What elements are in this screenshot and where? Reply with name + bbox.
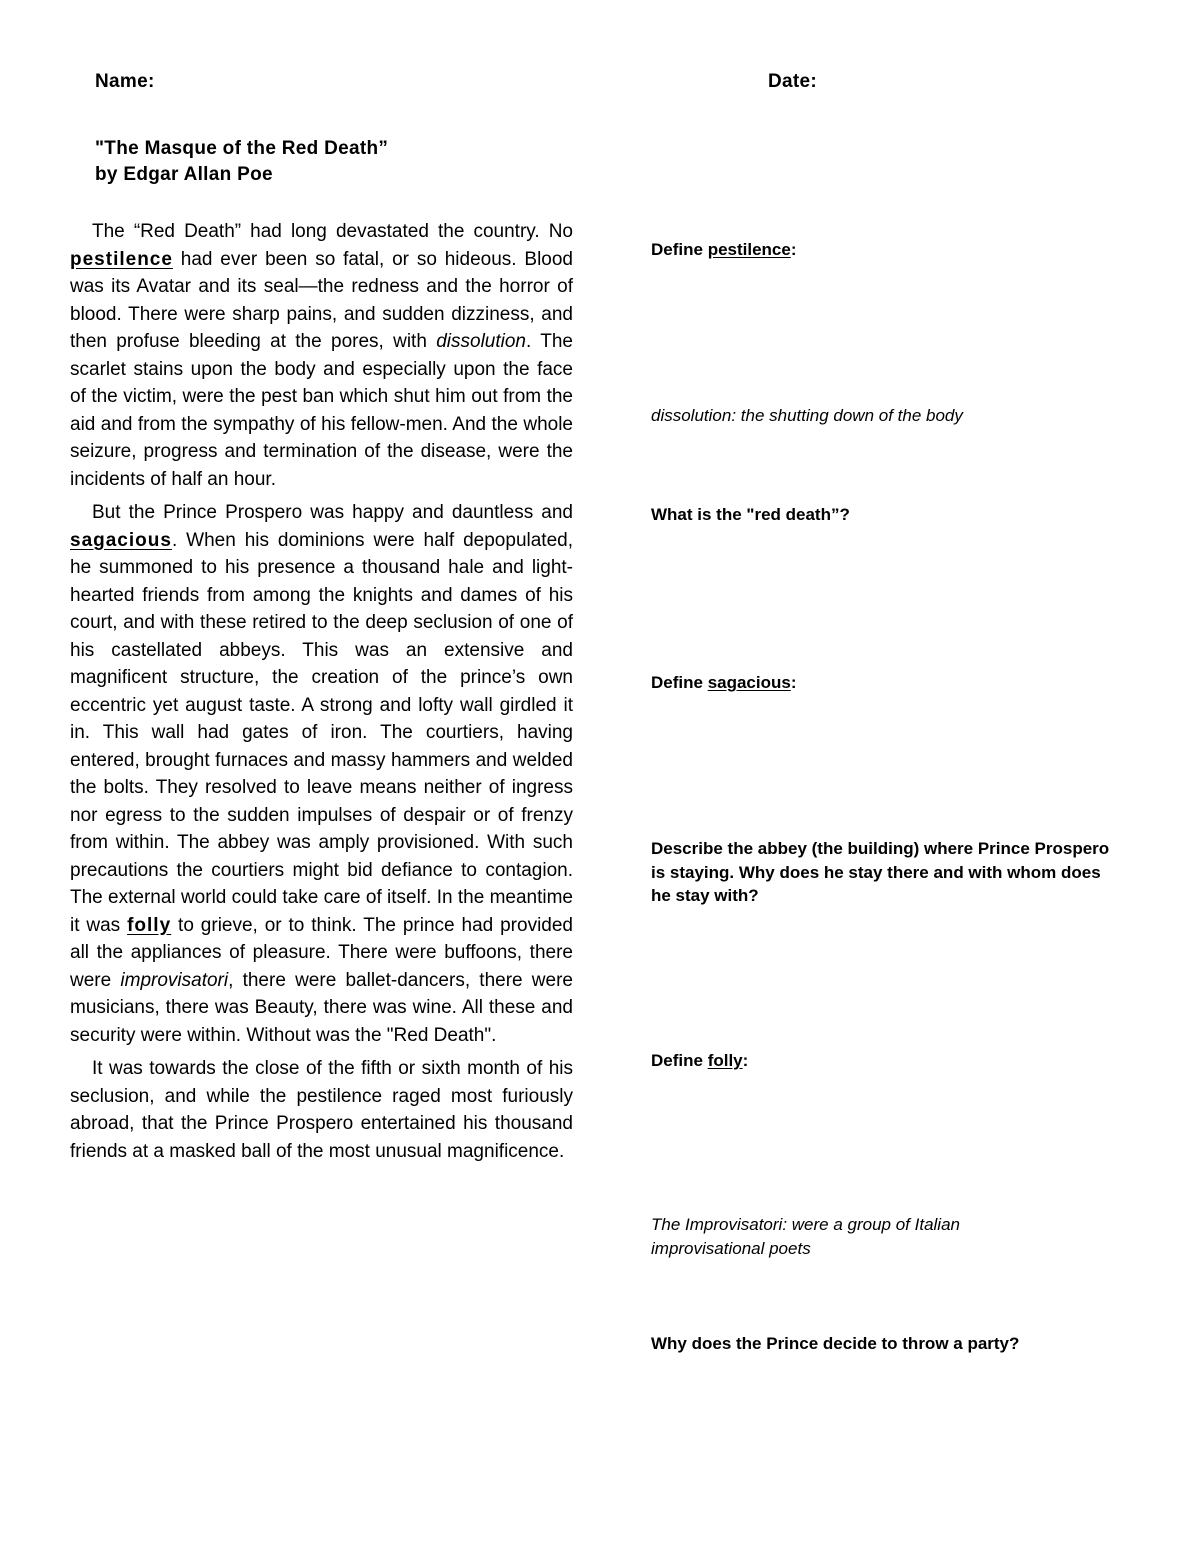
paragraph-1 xyxy=(70,218,573,493)
paragraph-1-text-2: had ever been so fatal, or so hideous. Blood was its Avatar and its seal—the redness and the horror of blood. There were sharp pains, and sudden dizziness, and then profuse bleeding at the pores, with xyxy=(70,248,573,352)
reading-passage xyxy=(70,218,573,1171)
vocab-word-pestilence: pestilence xyxy=(70,248,173,270)
paragraph-3 xyxy=(70,1055,573,1165)
document-title xyxy=(95,136,388,188)
paragraph-2-text-1: But the Prince Prospero was happy and dauntless and xyxy=(92,502,573,523)
question-word-pestilence: pestilence xyxy=(707,240,791,259)
term-improvisatori: improvisatori xyxy=(120,969,229,991)
date-label: Date: xyxy=(768,71,818,92)
paragraph-1-text-1: The “Red Death” had long devastated the country. No xyxy=(92,221,573,242)
question-define-folly: Define folly: xyxy=(651,1051,749,1070)
name-label: Name: xyxy=(95,71,155,92)
note-dissolution: dissolution: the shutting down of the body xyxy=(651,406,963,425)
paragraph-2-text-2: . When his dominions were half depopulated, he summoned to his presence a thousand hale and light-hearted friends from among the knights and dames of his court, and with these retired to the deep seclusion of one of his castellated abbeys. This was an extensive and magnificent structure, the creation of the prince’s own eccentric yet august taste. A strong and lofty wall girdled it in. This wall had gates of iron. The courtiers, having entered, brought furnaces and massy hammers and welded the bolts. They resolved to leave means neither of ingress nor egress to the sudden impulses of despair or of frenzy from within. The abbey was amply provisioned. With such precautions the courtiers might bid defiance to contagion. The external world could take care of itself. In the meantime it was xyxy=(70,529,573,936)
paragraph-2-text-3: to grieve, or to think. The prince had provided all the appliances of pleasure. There were buffoons, there were xyxy=(70,914,573,991)
paragraph-2 xyxy=(70,499,573,1049)
term-dissolution: dissolution xyxy=(436,331,526,352)
vocab-word-folly: folly xyxy=(127,914,172,936)
paragraph-1-text-3: . The scarlet stains upon the body and especially upon the face of the victim, were the pest ban which shut him out from the aid and from the sympathy of his fellow-men. And the whole seizure, progress and termination of the disease, were the incidents of half an hour. xyxy=(70,331,573,490)
question-define-pestilence: Define pestilence: xyxy=(651,240,797,259)
story-title: "The Masque of the Red Death” xyxy=(95,138,389,159)
question-why-party: Why does the Prince decide to throw a party? xyxy=(651,1334,1020,1353)
paragraph-2-text-4: , there were ballet-dancers, there were musicians, there was Beauty, there was wine. All these and security were within. Without was the "Red Death". xyxy=(70,969,573,1046)
story-author: by Edgar Allan Poe xyxy=(95,164,273,185)
question-red-death: What is the "red death”? xyxy=(651,505,850,524)
question-word-folly: folly xyxy=(707,1051,743,1070)
vocab-word-sagacious: sagacious xyxy=(70,529,172,551)
question-describe-abbey: Describe the abbey (the building) where Prince Prospero is staying. Why does he stay there and with whom does he stay with? xyxy=(651,839,1110,905)
paragraph-3-text-1: It was towards the close of the fifth or sixth month of his seclusion, and while the pestilence raged most furiously abroad, that the Prince Prospero entertained his thousand friends at a masked ball of the most unusual magnificence. xyxy=(70,1058,573,1162)
note-improvisatori: The Improvisatori: were a group of Italian improvisational poets xyxy=(651,1215,960,1258)
question-define-sagacious: Define sagacious: xyxy=(651,673,797,692)
question-word-sagacious: sagacious xyxy=(707,673,791,692)
